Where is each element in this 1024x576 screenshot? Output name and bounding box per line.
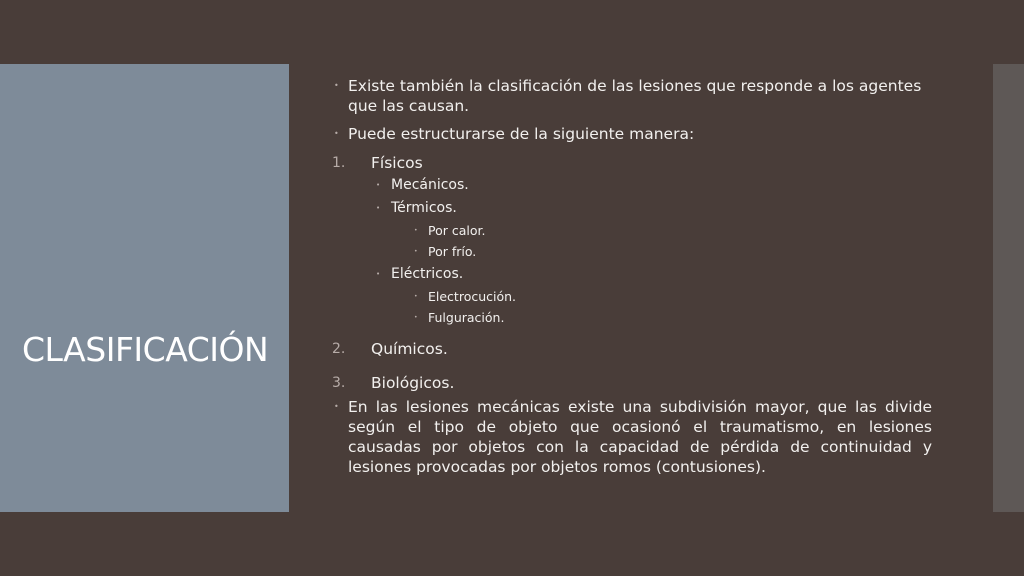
sub-sub-item-label: Fulguración. (428, 310, 505, 325)
sub-sub-item-por-calor (330, 222, 932, 239)
sub-sub-item-label: Por frío. (428, 244, 477, 259)
sub-sub-item-electrocucion (330, 288, 932, 305)
slide-content (330, 76, 932, 477)
title-panel (0, 64, 289, 512)
slide-title: CLASIFICACIÓN (22, 330, 269, 369)
bullet-closing (330, 397, 932, 477)
structure-text: Puede estructurarse de la siguiente manera: (348, 125, 695, 143)
sub-item-mecanicos (330, 176, 932, 194)
item-number: 1. (332, 155, 346, 171)
side-accent-bar (993, 64, 1024, 512)
item-number: 2. (332, 341, 346, 357)
item-label: Físicos (371, 154, 423, 172)
sub-item-termicos (330, 199, 932, 217)
bullet-icon: • (414, 248, 418, 255)
sub-sub-item-label: Por calor. (428, 223, 486, 238)
sub-item-label: Mecánicos. (391, 177, 469, 193)
sub-sub-item-label: Electrocución. (428, 289, 517, 304)
bullet-icon: • (376, 270, 381, 278)
bullet-icon: • (334, 402, 339, 411)
sub-item-label: Eléctricos. (391, 266, 464, 282)
bullet-icon: • (376, 181, 381, 189)
bullet-icon: • (334, 81, 339, 90)
sub-sub-item-fulguracion (330, 309, 932, 326)
bullet-icon: • (414, 227, 418, 234)
intro-text: Existe también la clasificación de las lesiones que responde a los agentes que las causan. (348, 77, 922, 115)
sub-item-electricos (330, 265, 932, 283)
bullet-icon: • (414, 314, 418, 321)
bullet-intro (330, 76, 932, 116)
numbered-item-biologicos (330, 373, 932, 393)
item-label: Biológicos. (371, 374, 455, 392)
item-label: Químicos. (371, 340, 448, 358)
closing-text: En las lesiones mecánicas existe una subdivisión mayor, que las divide según el tipo de objeto que ocasionó el traumatismo, en lesiones causadas por objetos con la capacidad de pérdida de continuidad y lesiones provocadas por objetos romos (contusiones). (348, 398, 932, 476)
numbered-item-quimicos (330, 339, 932, 359)
bullet-icon: • (414, 293, 418, 300)
sub-item-label: Térmicos. (391, 200, 457, 216)
item-number: 3. (332, 375, 346, 391)
numbered-item-fisicos (330, 153, 932, 173)
bullet-icon: • (376, 204, 381, 212)
bullet-structure (330, 124, 932, 144)
sub-sub-item-por-frio (330, 243, 932, 260)
bullet-icon: • (334, 129, 339, 138)
